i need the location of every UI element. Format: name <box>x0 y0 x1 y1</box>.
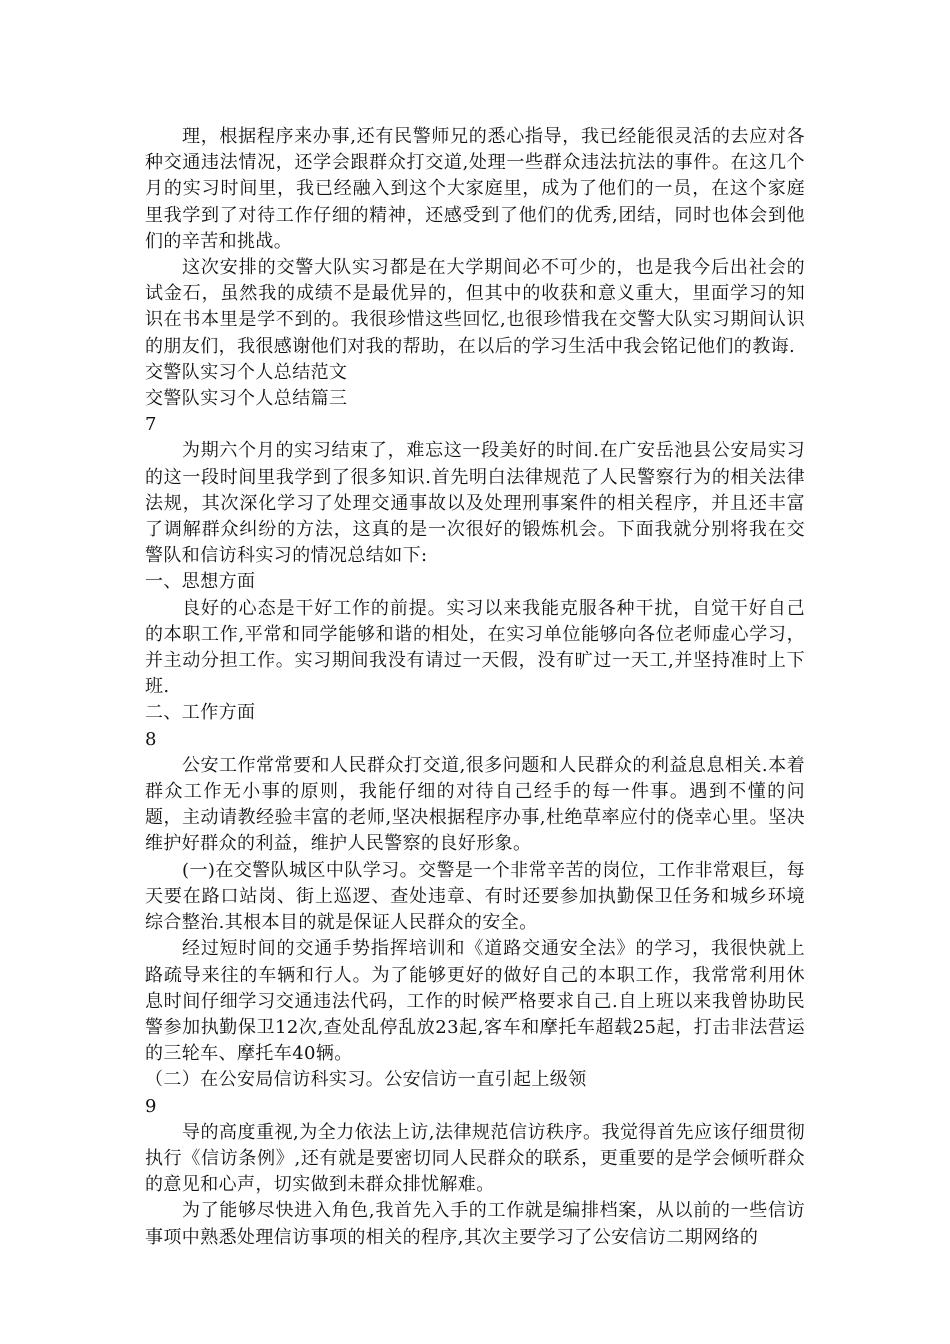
paragraph: 经过短时间的交通手势指挥培训和《道路交通安全法》的学习，我很快就上路疏导来往的车辆和行人。为了能够更好的做好自己的本职工作，我常常利用休息时间仔细学习交通违法代码，工作的时候严格要求自己.自上班以来我曾协助民警参加执勤保卫12次,查处乱停乱放23起,客车和摩托车超载25起，打击非法营运的三轮车、摩托车40辆。 <box>145 938 805 1065</box>
paragraph: 导的高度重视,为全力依法上访,法律规范信访秩序。我觉得首先应该仔细贯彻执行《信访条例》,还有就是要密切同人民群众的联系，更重要的是学会倾听群众的意见和心声，切实做到未群众排忧解难。 <box>145 1121 805 1196</box>
section-heading-thought: 一、思想方面 <box>145 571 256 593</box>
document-body <box>145 124 805 1251</box>
paragraph: 公安工作常常要和人民群众打交道,很多问题和人民群众的利益息息相关.本着群众工作无小事的原则，我能仔细的对待自己经手的每一件事。遇到不懂的问题，主动请教经验丰富的老师,坚决根据程序办事,杜绝草率应付的侥幸心里。坚决维护好群众的利益，维护人民警察的良好形象。 <box>145 754 805 855</box>
paragraph: 这次安排的交警大队实习都是在大学期间必不可少的，也是我今后出社会的试金石，虽然我的成绩不是最优异的，但其中的收获和意义重大，里面学习的知识在书本里是学不到的。我很珍惜这些回忆,也很珍惜我在交警大队实习期间认识的朋友们，我很感谢他们对我的帮助，在以后的学习生活中我会铭记他们的教诲. <box>145 257 805 357</box>
section-subtitle: 交警队实习个人总结篇三 <box>145 388 348 410</box>
paragraph: (一)在交警队城区中队学习。交警是一个非常辛苦的岗位，工作非常艰巨，每天要在路口站岗、街上巡逻、查处违章、有时还要参加执勤保卫任务和城乡环境综合整治.其根本目的就是保证人民群众的安全。 <box>145 859 805 934</box>
page-number-marker: 7 <box>145 414 157 436</box>
paragraph: 为了能够尽快进入角色,我首先入手的工作就是编排档案，从以前的一些信访事项中熟悉处理信访事项的相关的程序,其次主要学习了公安信访二期网络的 <box>145 1200 805 1248</box>
paragraph: 为期六个月的实习结束了，难忘这一段美好的时间.在广安岳池县公安局实习的这一段时间里我学到了很多知识.首先明白法律规范了人民警察行为的相关法律法规，其次深化学习了处理交通事故以及处理刑事案件的相关程序，并且还丰富了调解群众纠纷的方法，这真的是一次很好的锻炼机会。下面我就分别将我在交警队和信访科实习的情况总结如下: <box>145 440 805 567</box>
paragraph: 理，根据程序来办事,还有民警师兄的悉心指导，我已经能很灵活的去应对各种交通违法情况，还学会跟群众打交道,处理一些群众违法抗法的事件。在这几个月的实习时间里，我已经融入到这个大家庭里，成为了他们的一员，在这个家庭里我学到了对待工作仔细的精神，还感受到了他们的优秀,团结，同时也体会到他们的辛苦和挑战。 <box>145 126 805 252</box>
section-title: 交警队实习个人总结范文 <box>145 361 348 383</box>
section-heading-work: 二、工作方面 <box>145 702 256 724</box>
page-number-marker: 9 <box>145 1095 157 1117</box>
page-number-marker: 8 <box>145 728 157 750</box>
paragraph: 良好的心态是干好工作的前提。实习以来我能克服各种干扰，自觉干好自己的本职工作,平常和同学能够和谐的相处，在实习单位能够向各位老师虚心学习，并主动分担工作。实习期间我没有请过一天假，没有旷过一天工,并坚持准时上下班. <box>145 597 805 698</box>
section-heading-petition: （二）在公安局信访科实习。公安信访一直引起上级领 <box>145 1069 587 1091</box>
